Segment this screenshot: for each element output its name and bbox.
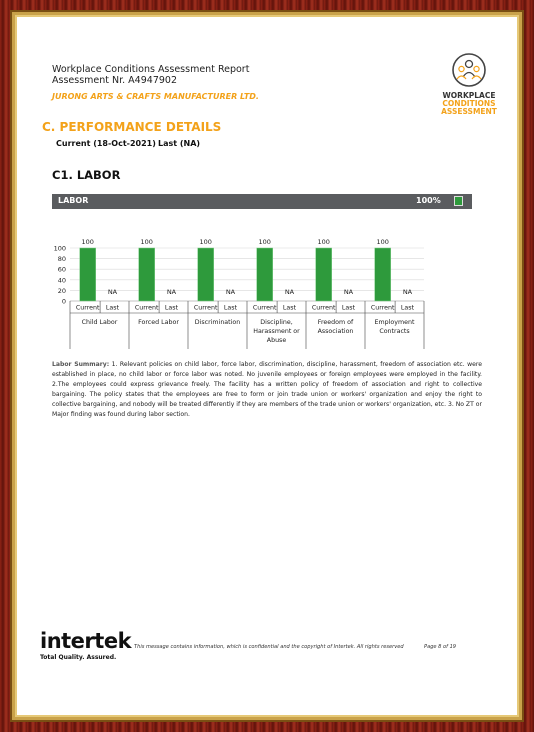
period-current: Current (18-Oct-2021) — [56, 139, 156, 148]
y-tick-label: 60 — [57, 265, 66, 274]
badge-line-1: WORKPLACE — [442, 91, 496, 100]
data-label-current: 100 — [258, 238, 271, 246]
workers-group-icon — [451, 52, 487, 88]
sub-label-current: Current — [252, 304, 277, 312]
bar-current — [80, 248, 96, 301]
data-label-current: 100 — [317, 238, 330, 246]
sub-label-current: Current — [75, 304, 100, 312]
sub-label-last: Last — [341, 304, 356, 312]
company-name: JURONG ARTS & CRAFTS MANUFACTURER LTD. — [52, 92, 259, 101]
data-label-last: NA — [402, 288, 413, 296]
category-label: Forced Labor — [138, 319, 179, 326]
wca-badge — [438, 52, 500, 120]
y-tick-label: 40 — [57, 276, 66, 285]
period-last: Last (NA) — [158, 139, 201, 148]
sub-label-current: Current — [311, 304, 336, 312]
confidentiality-note: This message contains information, which is confidential and the copyright of Intertek. All rights reserved — [134, 644, 404, 650]
sub-label-last: Last — [164, 304, 179, 312]
sub-label-current: Current — [134, 304, 159, 312]
sub-label-last: Last — [223, 304, 238, 312]
sub-label-last: Last — [400, 304, 415, 312]
summary-label: Labor Summary: — [52, 361, 110, 368]
bar-current — [375, 248, 391, 301]
category-label: Association — [317, 328, 354, 335]
y-tick-label: 80 — [57, 255, 66, 264]
data-label-last: NA — [225, 288, 236, 296]
y-tick-label: 0 — [61, 297, 66, 306]
report-title: Workplace Conditions Assessment Report — [52, 64, 250, 75]
report-page — [18, 18, 516, 714]
logo-wordmark: intertek — [40, 629, 132, 653]
badge-line-2: CONDITIONS — [442, 99, 496, 108]
logo-tagline: Total Quality. Assured. — [40, 654, 117, 661]
subsection-title: C1. LABOR — [52, 168, 121, 182]
category-label: Discrimination — [194, 319, 241, 326]
assessment-number: Assessment Nr. A4947902 — [52, 75, 177, 86]
sub-label-last: Last — [105, 304, 120, 312]
sub-label-current: Current — [370, 304, 395, 312]
data-label-current: 100 — [140, 238, 153, 246]
badge-line-3: ASSESSMENT — [441, 107, 497, 116]
category-label: Employment — [374, 319, 415, 326]
data-label-current: 100 — [199, 238, 212, 246]
category-label: Freedom of — [317, 319, 354, 326]
labor-chart — [18, 212, 516, 354]
category-label: Harassment or — [253, 328, 300, 335]
data-label-last: NA — [166, 288, 177, 296]
data-label-last: NA — [284, 288, 295, 296]
data-label-last: NA — [343, 288, 354, 296]
labor-bar-label: LABOR — [58, 196, 89, 205]
bar-current — [257, 248, 273, 301]
section-title: C. PERFORMANCE DETAILS — [42, 120, 222, 134]
summary-text: 1. Relevant policies on child labor, force labor, discrimination, discipline, harassment, freedom of association etc. were established in place, no child labor or force labor was noted. No juvenile employees or foreign employees were employed in the facility. 2.The employees could express grievance freely. The facility has a written policy of freedom of association and right to collective bargaining. The policy states that the employees are free to form or join trade union or workers' organization and enjoy the right to collective bargaining, and nobody will be treated differently if they are members of the trade union or workers' organization, etc. 3. No ZT or Major finding was found during labor section. — [52, 361, 483, 418]
labor-score-bar — [52, 194, 472, 209]
y-tick-label: 20 — [57, 286, 66, 295]
intertek-logo — [40, 630, 131, 661]
labor-summary — [52, 360, 482, 420]
data-label-current: 100 — [376, 238, 389, 246]
score-indicator — [454, 196, 463, 206]
y-tick-label: 100 — [53, 244, 66, 253]
category-label: Contracts — [379, 328, 410, 335]
bar-current — [316, 248, 332, 301]
bar-current — [139, 248, 155, 301]
bar-current — [198, 248, 214, 301]
sub-label-last: Last — [282, 304, 297, 312]
category-label: Abuse — [266, 337, 287, 344]
data-label-last: NA — [107, 288, 118, 296]
labor-bar-score: 100% — [416, 196, 441, 205]
category-label: Discipline, — [260, 319, 293, 326]
page-number: Page 8 of 19 — [424, 644, 457, 650]
category-label: Child Labor — [81, 319, 118, 326]
sub-label-current: Current — [193, 304, 218, 312]
data-label-current: 100 — [81, 238, 94, 246]
